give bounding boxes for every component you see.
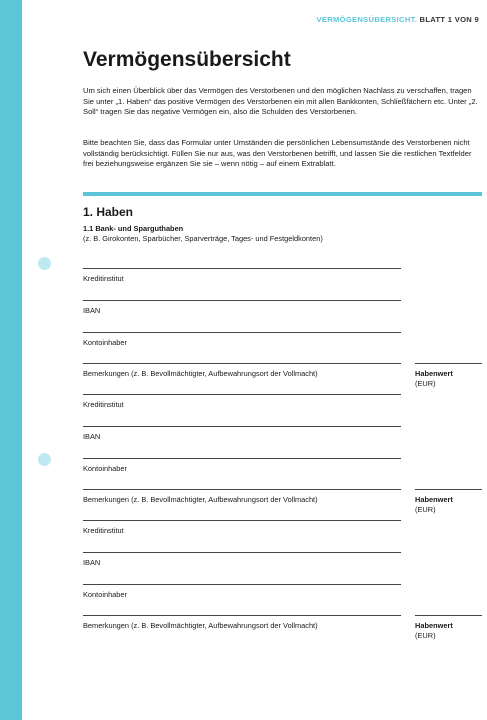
label-eur: (EUR): [415, 505, 436, 514]
punch-hole-top: [38, 257, 51, 270]
field-kreditinstitut-1[interactable]: [83, 268, 401, 283]
side-color-band: [0, 0, 22, 720]
label-kreditinstitut: Kreditinstitut: [83, 400, 124, 409]
page-header: [316, 15, 479, 24]
label-bemerkungen: Bemerkungen (z. B. Bevollmächtigter, Aufbewahrungsort der Vollmacht): [83, 621, 318, 630]
field-iban-2[interactable]: [83, 426, 401, 441]
label-iban: IBAN: [83, 558, 101, 567]
subsection-note: (z. B. Girokonten, Sparbücher, Sparverträge, Tages- und Festgeldkonten): [83, 234, 323, 243]
label-iban: IBAN: [83, 306, 101, 315]
field-bemerkungen-2[interactable]: [83, 489, 401, 504]
field-iban-3[interactable]: [83, 552, 401, 567]
header-section: VERMÖGENSÜBERSICHT.: [316, 15, 418, 24]
field-kontoinhaber-1[interactable]: [83, 332, 401, 347]
field-bemerkungen-1[interactable]: [83, 363, 401, 378]
field-bemerkungen-3[interactable]: [83, 615, 401, 630]
label-habenwert: Habenwert: [415, 369, 453, 378]
label-habenwert: Habenwert: [415, 495, 453, 504]
header-page: BLATT 1 VON 9: [419, 15, 479, 24]
section-divider: [83, 192, 482, 196]
label-iban: IBAN: [83, 432, 101, 441]
label-eur: (EUR): [415, 631, 436, 640]
intro-paragraph-1: Um sich einen Überblick über das Vermögen des Verstorbenen und den möglichen Nachlass zu verschaffen, tragen Sie unter „1. Haben“ das positive Vermögen des Verstorbenen ein mit allen Bankkonten, Schließfächern etc. Unter „2. Soll“ tragen Sie das negative Vermögen ein, also die Schulden des Verstorbenen.: [83, 86, 478, 117]
field-iban-1[interactable]: [83, 300, 401, 315]
punch-hole-bottom: [38, 453, 51, 466]
label-kontoinhaber: Kontoinhaber: [83, 464, 127, 473]
label-bemerkungen: Bemerkungen (z. B. Bevollmächtigter, Aufbewahrungsort der Vollmacht): [83, 369, 318, 378]
page-title: Vermögensübersicht: [83, 48, 291, 71]
label-eur: (EUR): [415, 379, 436, 388]
label-kontoinhaber: Kontoinhaber: [83, 590, 127, 599]
subsection-heading: 1.1 Bank- und Sparguthaben: [83, 224, 184, 233]
label-kontoinhaber: Kontoinhaber: [83, 338, 127, 347]
intro-paragraph-2: Bitte beachten Sie, dass das Formular unter Umständen die persönlichen Lebensumstände des Verstorbenen nicht vollständig berücksichtigt. Füllen Sie nur aus, was den Verstorbenen betrifft, und lassen Sie die restlichen Textfelder frei beziehungsweise ergänzen Sie sie – wenn nötig – auf einem Extrablatt.: [83, 138, 472, 169]
field-kreditinstitut-3[interactable]: [83, 520, 401, 535]
field-habenwert-1[interactable]: [415, 363, 482, 389]
label-kreditinstitut: Kreditinstitut: [83, 526, 124, 535]
field-kreditinstitut-2[interactable]: [83, 394, 401, 409]
field-habenwert-2[interactable]: [415, 489, 482, 515]
field-kontoinhaber-2[interactable]: [83, 458, 401, 473]
field-habenwert-3[interactable]: [415, 615, 482, 641]
label-bemerkungen: Bemerkungen (z. B. Bevollmächtigter, Aufbewahrungsort der Vollmacht): [83, 495, 318, 504]
label-habenwert: Habenwert: [415, 621, 453, 630]
section-heading: 1. Haben: [83, 205, 134, 219]
field-kontoinhaber-3[interactable]: [83, 584, 401, 599]
label-kreditinstitut: Kreditinstitut: [83, 274, 124, 283]
